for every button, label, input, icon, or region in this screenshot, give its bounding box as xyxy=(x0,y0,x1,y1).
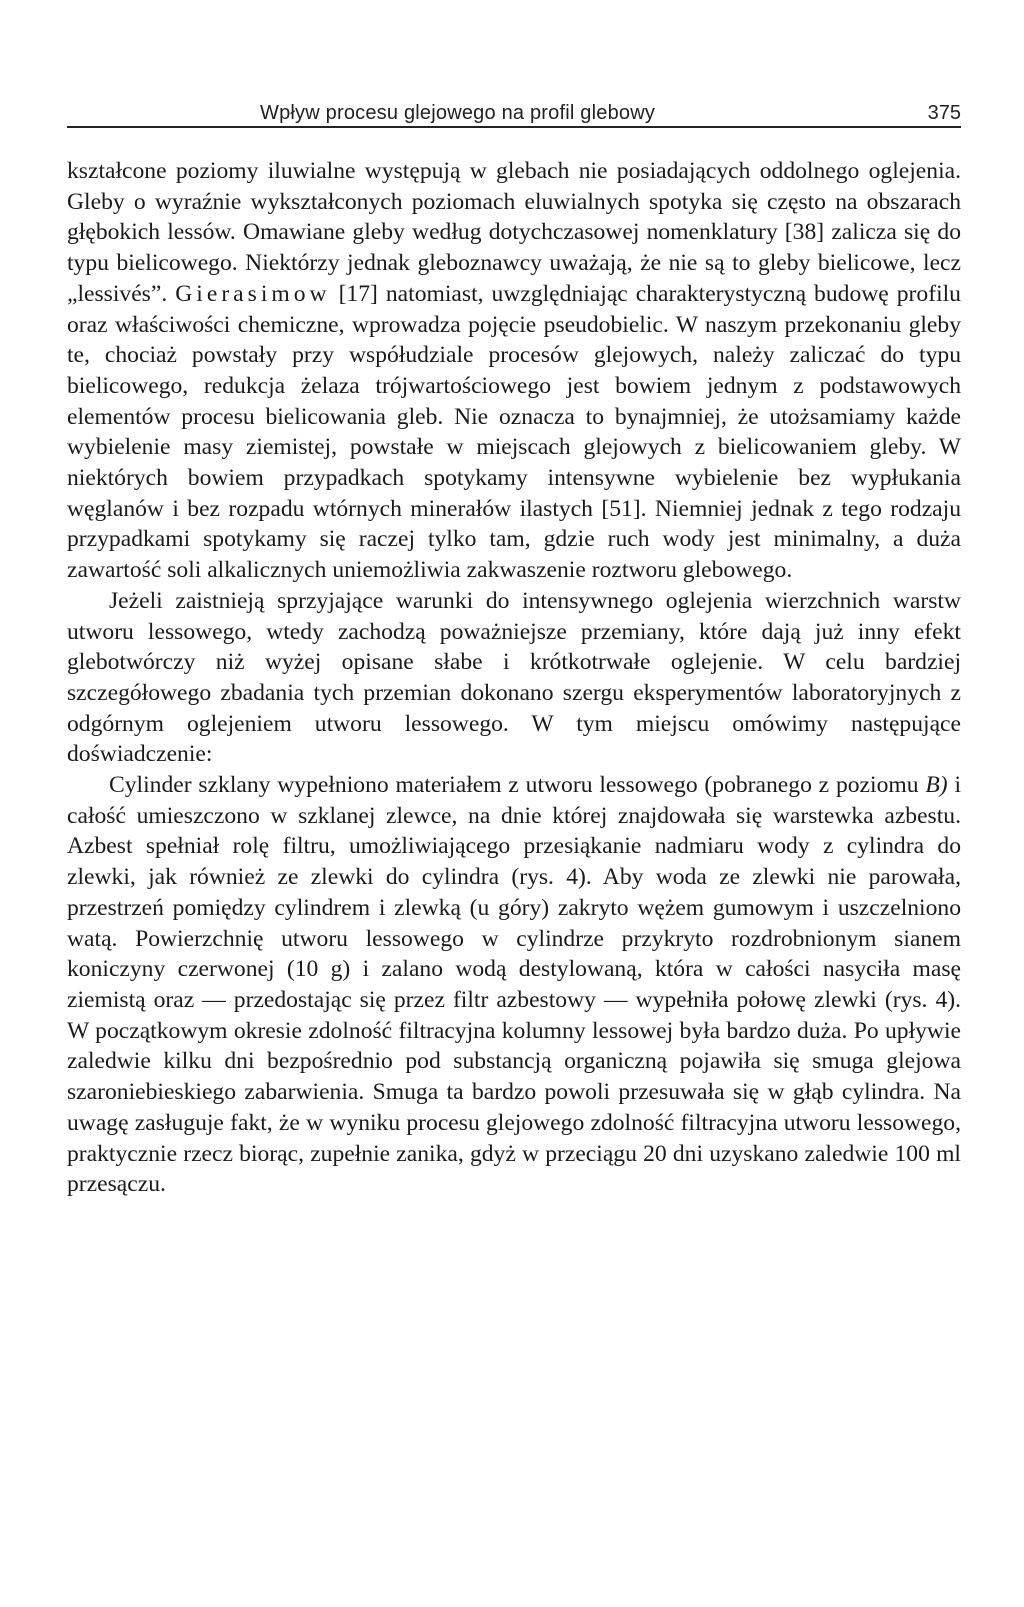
paragraph-1-part-2: [17] natomiast, uwzględniając charakterystyczną budowę profilu oraz właściwości chemiczne, wprowadza pojęcie pseudobielic. W naszym przekonaniu gleby te, chociaż powstały przy współudziale procesów glejowych, należy zaliczać do typu bielicowego, redukcja żelaza trójwartościowego jest bowiem jednym z podstawowych elementów procesu bielicowania gleb. Nie oznacza to bynajmniej, że utożsamiamy każde wybielenie masy ziemistej, powstałe w miejscach glejowych z bielicowaniem gleby. W niektórych bowiem przypadkach spotykamy intensywne wybielenie bez wypłukania węglanów i bez rozpadu wtórnych minerałów ilastych [51]. Niemniej jednak z tego rodzaju przypadkami spotykamy się raczej tylko tam, gdzie ruch wody jest minimalny, a duża zawartość soli alkalicznych uniemożliwia zakwaszenie roztworu glebowego. xyxy=(67,280,961,584)
paragraph-3-part-1: Cylinder szklany wypełniono materiałem z utworu lessowego (pobranego z poziomu xyxy=(109,772,919,799)
paragraph-1-part-1: kształcone poziomy iluwialne występują w glebach nie posiadających oddolnego oglejenia. Gleby o wyraźnie wykształconych poziomach eluwialnych spotyka się często na obszarach głębokich lessów. Omawiane gleby według dotychczasowej nomenklatury [38] zalicza się do typu bielicowego. Niektórzy jednak gleboznawcy uważają, że nie są to gleby bielicowe, lecz „lessivés”. xyxy=(67,158,961,307)
page-number: 375 xyxy=(927,102,961,124)
running-title: Wpływ procesu glejowego na profil glebowy xyxy=(260,102,656,124)
horizon-label: B) xyxy=(925,772,948,799)
body-text xyxy=(67,156,961,1200)
paragraph-3-part-2: i całość umieszczono w szklanej zlewce, na dnie której znajdowała się warstewka azbestu. Azbest spełniał rolę filtru, umożliwiającego przesiąkanie nadmiaru wody z cylindra do zlewki, jak również ze zlewki do cylindra (rys. 4). Aby woda ze zlewki nie parowała, przestrzeń pomiędzy cylindrem i zlewką (u góry) zakryto wężem gumowym i uszczelniono watą. Powierzchnię utworu lessowego w cylindrze przykryto rozdrobnionym sianem koniczyny czerwonej (10 g) i zalano wodą destylowaną, która w całości nasyciła masę ziemistą oraz — przedostając się przez filtr azbestowy — wypełniła połowę zlewki (rys. 4). W początkowym okresie zdolność filtracyjna kolumny lessowej była bardzo duża. Po upływie zaledwie kilku dni bezpośrednio pod substancją organiczną pojawiła się smuga glejowa szaroniebieskiego zabarwienia. Smuga ta bardzo powoli przesuwała się w głąb cylindra. Na uwagę zasługuje fakt, że w wyniku procesu glejowego zdolność filtracyjna utworu lessowego, praktycznie rzecz biorąc, zupełnie zanika, gdyż w przeciągu 20 dni uzyskano zaledwie 100 ml przesączu. xyxy=(67,772,961,1198)
book-page xyxy=(67,96,961,1200)
paragraph-1 xyxy=(67,156,961,586)
paragraph-3 xyxy=(67,770,961,1200)
author-name: Gierasimow xyxy=(175,280,331,307)
paragraph-2-text: Jeżeli zaistnieją sprzyjające warunki do intensywnego oglejenia wierzchnich warstw utworu lessowego, wtedy zachodzą poważniejsze przemiany, które dają już inny efekt glebotwórczy niż wyżej opisane słabe i krótkotrwałe oglejenie. W celu bardziej szczegółowego zbadania tych przemian dokonano szergu eksperymentów laboratoryjnych z odgórnym oglejeniem utworu lessowego. W tym miejscu omówimy następujące doświadczenie: xyxy=(67,587,961,768)
paragraph-2 xyxy=(67,586,961,770)
running-header xyxy=(67,96,961,128)
